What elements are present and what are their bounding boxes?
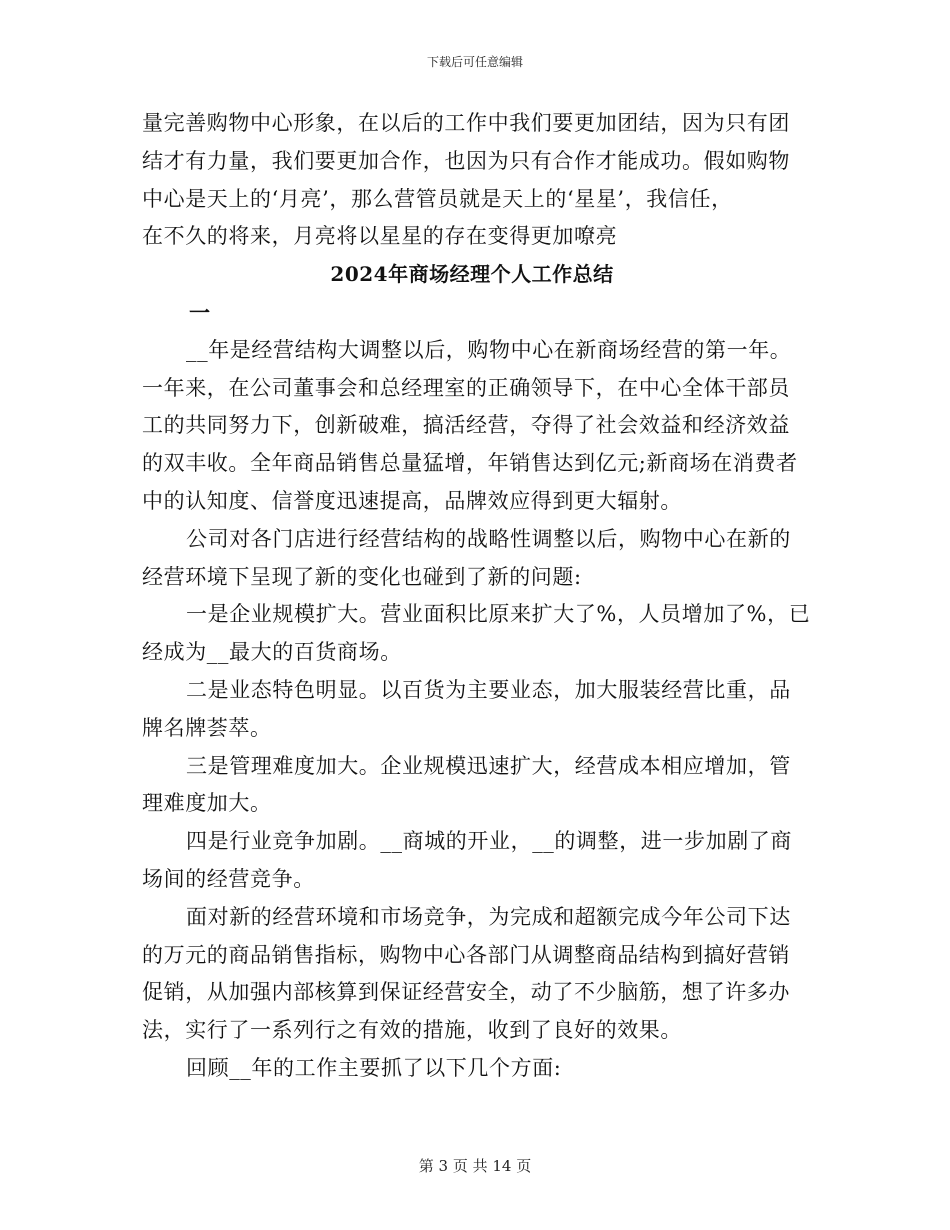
text-line: 四是行业竞争加剧。__商城的开业，__的调整，进一步加剧了商 xyxy=(186,829,792,854)
text-line: 理难度加大。 xyxy=(142,791,272,816)
text-line: 回顾__年的工作主要抓了以下几个方面: xyxy=(186,1055,562,1080)
section-marker-text: 一 xyxy=(189,299,210,325)
page-footer: 第 3 页 共 14 页 xyxy=(418,1157,532,1175)
text-line: 的双丰收。全年商品销售总量猛增，年销售达到亿元;新商场在消费者 xyxy=(142,451,798,476)
paragraph-4 xyxy=(142,672,802,748)
text-line: 场间的经营竞争。 xyxy=(142,866,315,891)
text-line: 牌名牌荟萃。 xyxy=(142,715,272,740)
page-header: 下载后可任意编辑 xyxy=(426,55,523,69)
paragraph-2 xyxy=(142,521,802,597)
text-line: 量完善购物中心形象，在以后的工作中我们要更加团结，因为只有团 xyxy=(142,111,790,135)
text-line: 公司对各门店进行经营结构的战略性调整以后，购物中心在新的 xyxy=(186,526,791,551)
text-line: 二是业态特色明显。以百货为主要业态，加大服装经营比重，品 xyxy=(186,677,791,702)
text-line: 经成为__最大的百货商场。 xyxy=(142,640,402,665)
text-line: 结才有力量，我们要更加合作，也因为只有合作才能成功。假如购物 xyxy=(142,148,790,173)
intro-paragraph xyxy=(142,105,802,256)
text-line: 工的共同努力下，创新破难，搞活经营，夺得了社会效益和经济效益 xyxy=(142,413,790,438)
paragraph-7 xyxy=(142,899,802,1050)
text-line: __年是经营结构大调整以后，购物中心在新商场经营的第一年。 xyxy=(186,337,792,362)
text-line: 一是企业规模扩大。营业面积比原来扩大了%，人员增加了%，已 xyxy=(186,602,811,627)
text-line: 经营环境下呈现了新的变化也碰到了新的问题: xyxy=(142,564,582,589)
text-line: 的万元的商品销售指标，购物中心各部门从调整商品结构到搞好营销 xyxy=(142,942,790,967)
text-line: 在不久的将来，月亮将以星星的存在变得更加嘹亮 xyxy=(142,224,618,249)
text-line: 面对新的经营环境和市场竞争，为完成和超额完成今年公司下达 xyxy=(186,904,791,929)
text-line: 三是管理难度加大。企业规模迅速扩大，经营成本相应增加，管 xyxy=(186,753,791,778)
text-line: 法，实行了一系列行之有效的措施，收到了良好的效果。 xyxy=(142,1018,682,1043)
paragraph-5 xyxy=(142,748,802,824)
text-line: 促销，从加强内部核算到保证经营安全，动了不少脑筋，想了许多办 xyxy=(142,980,790,1005)
paragraph-8 xyxy=(142,1050,802,1088)
paragraph-1 xyxy=(142,332,802,521)
text-line: 中的认知度、信誉度迅速提高，品牌效应得到更大辐射。 xyxy=(142,488,682,513)
text-line: 一年来，在公司董事会和总经理室的正确领导下，在中心全体干部员 xyxy=(142,375,790,400)
document-title: 2024年商场经理个人工作总结 xyxy=(330,262,614,287)
document-body xyxy=(142,105,811,1088)
section-marker xyxy=(142,294,802,332)
paragraph-3 xyxy=(142,596,811,672)
paragraph-6 xyxy=(142,823,802,899)
text-line: 中心是天上的‘月亮’，那么营管员就是天上的‘星星’，我信任， xyxy=(142,186,733,211)
